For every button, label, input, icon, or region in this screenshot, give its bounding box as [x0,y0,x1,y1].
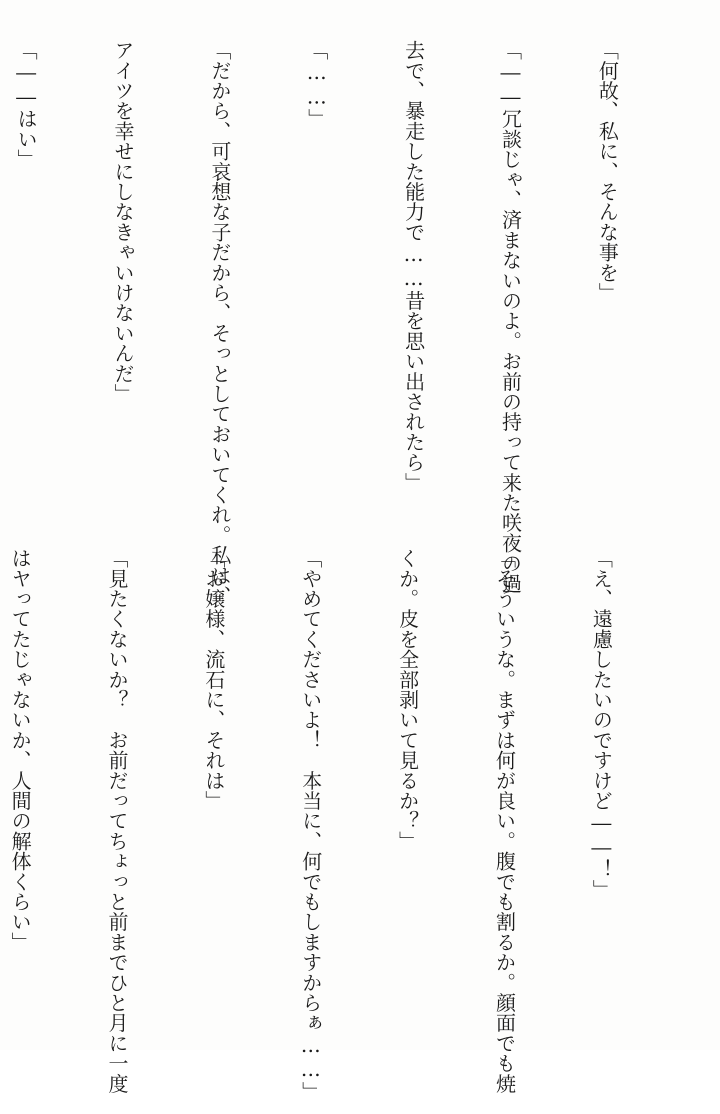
text-line: 去で、暴走した能力で……昔を思い出されたら」 [401,40,426,493]
text-line: 「――はい」 [14,40,39,170]
text-line: 「え、遠慮したいのですけど――！」 [589,548,614,900]
text-line: 「お嬢様、流石に、それは」 [201,548,226,811]
text-line: 「だから、可哀想な子だから、そっとしておいてくれ。私は、 [207,40,232,606]
upper-text-block [14,40,688,606]
text-line: 「――冗談じゃ、済まないのよ。お前の持って来た咲夜の過 [498,40,523,594]
text-line: くか。皮を全部剥いて見るか？」 [395,548,420,851]
lower-text-block [8,548,682,1102]
text-line: 「やめてくださいよ！ 本当に、何でもしますからぁ……」 [298,548,323,1102]
text-line: 「何故、私に、そんな事を」 [595,40,620,303]
text-line: 「……」 [304,40,329,129]
text-line: アイツを幸せにしなきゃいけないんだ」 [110,40,135,404]
text-line: 「見たくないか？ お前だってちょっと前までひと月に一度 [104,548,129,1094]
text-line: はヤってたじゃないか、人間の解体くらい」 [8,548,33,952]
text-line: 「そういうな。まずは何が良い。腹でも割るか。顔面でも焼 [492,548,517,1094]
